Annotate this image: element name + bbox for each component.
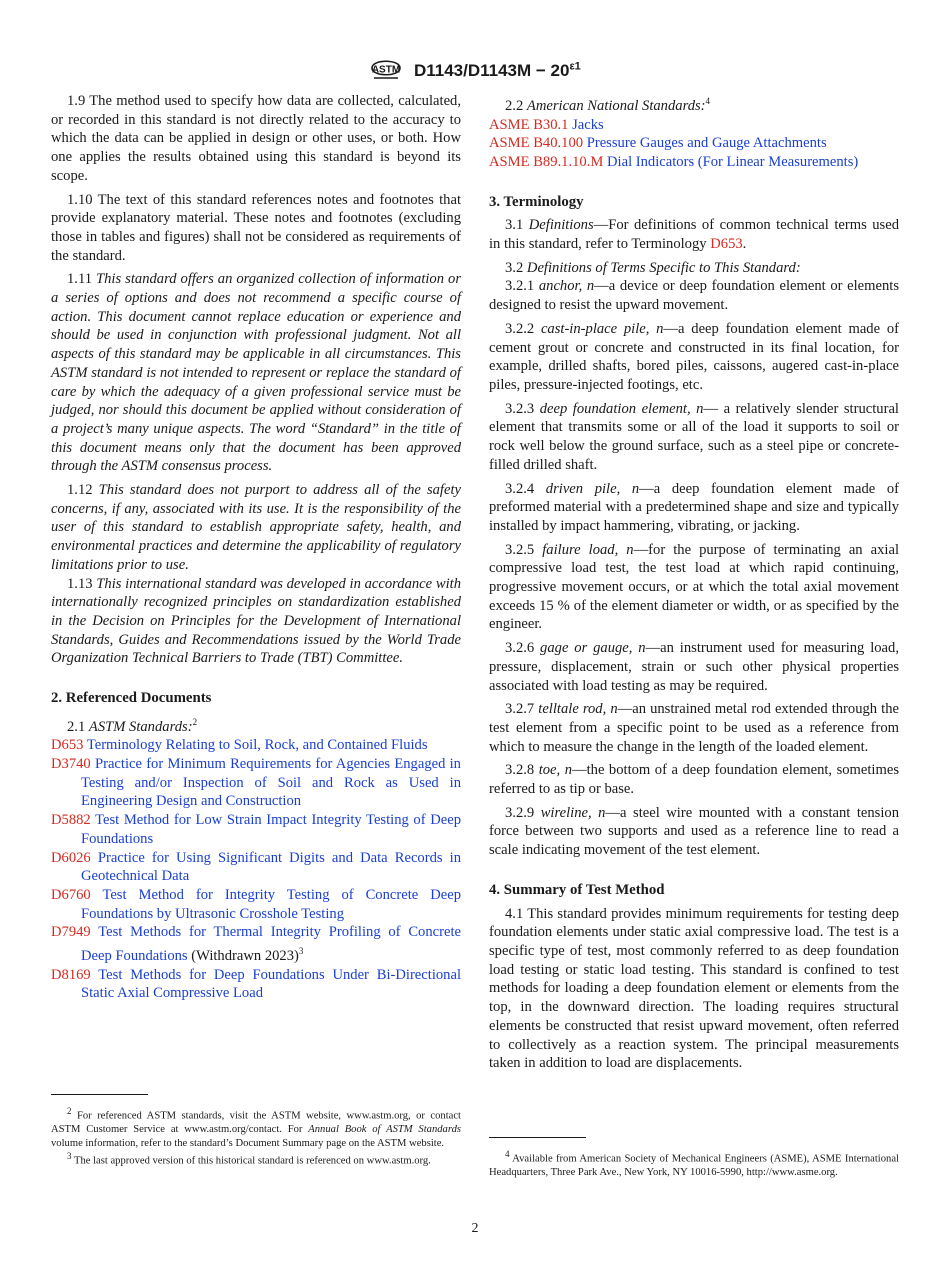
para-3-2: 3.2 Definitions of Terms Specific to This Standard: [505, 259, 801, 276]
ref-item[interactable] [51, 886, 461, 923]
asme-ref-item[interactable]: ASME B40.100 Pressure Gauges and Gauge Attachments [489, 135, 827, 152]
footnote-3: $^3$ The last approved version of this historical standard is referenced on www.astm.org. [67, 1151, 431, 1167]
section-4-heading: 4. Summary of Test Method [489, 881, 665, 898]
term-definition: 3.2.4 driven pile, n—a deep foundation element made of preformed material with a predetermined shape and size and typically installed by impact hammering, vibrating, or jacking. [489, 480, 899, 534]
ref-title: Practice for Minimum Requirements for Agencies Engaged in Testing and/or Inspection of Soil and Rock as Used in Engineering Design and Construction [81, 756, 461, 810]
ref-title: Practice for Using Significant Digits and Data Records in Geotechnical Data [81, 849, 462, 885]
para-2-2: 2.2 American National Standards:$^4$ [505, 96, 711, 114]
ref-code: D7949 [51, 924, 91, 941]
ref-title: Test Methods for Thermal Integrity Profiling of Concrete Deep Foundations [81, 924, 461, 964]
ref-code: D8169 [51, 966, 91, 983]
footnotes-left [51, 1094, 461, 1168]
term-definition: 3.2.7 telltale rod, n—an unstrained metal rod extended through the test element from a specific point to be used as a reference from which to measure the change in the length of the loaded element. [489, 701, 899, 755]
ref-item[interactable] [51, 849, 461, 886]
para-1-9: 1.9 The method used to specify how data are collected, calculated, or recorded in this standard is not directly related to the accuracy to which the data can be applied in design or other uses, or both. How one applies the results obtained using this standard is beyond its scope. [51, 93, 461, 184]
para-1-13: 1.13 This international standard was developed in accordance with internationally recognized principles on standardization established in the Decision on Principles for the Development of International Standards, Guides and Recommendations issued by the World Trade Organization Technical Barriers to Trade (TBT) Committee. [51, 575, 461, 667]
ref-item[interactable] [51, 736, 461, 755]
ref-item[interactable] [51, 755, 461, 811]
ref-item[interactable] [51, 811, 461, 848]
para-3-1: 3.1 Definitions—For definitions of common technical terms used in this standard, refer to Terminology D653. [489, 217, 900, 253]
footnote-divider [51, 1094, 148, 1095]
right-column [489, 92, 899, 1073]
standard-designation [414, 61, 581, 80]
designation-text: D1143/D1143M − 20 [413, 60, 570, 80]
term-definition: 3.2.6 gage or gauge, n—an instrument used for measuring load, pressure, displacement, strain or such other physical properties associated with load testing as may be required. [489, 640, 899, 694]
footnote-divider [489, 1137, 586, 1138]
footnote-2: $^2$ For referenced ASTM standards, visit the ASTM website, www.astm.org, or contact ASTM Customer Service at www.astm.org/contact. For Annual Book of ASTM Standards volume information, refer to the standard’s Document Summary page on the ASTM website. [51, 1106, 461, 1149]
section-3-heading: 3. Terminology [489, 193, 584, 210]
para-1-11: 1.11 This standard offers an organized collection of information or a series of options and does not recommend a specific course of action. This document cannot replace education or experience and should be used in conjunction with professional judgment. Not all aspects of this standard may be applicable in all circumstances. This ASTM standard is not intended to represent or replace the standard of care by which the adequacy of a given professional service must be judged, nor should this document be applied without consideration of a project’s many unique aspects. The word “Standard” in the title of this document means only that the document has been approved through the ASTM consensus process. [51, 271, 461, 475]
ref-item[interactable]: D7949 Test Methods for Thermal Integrity Profiling of Concrete Deep Foundations (Withdrawn 2023)$^3$ [51, 924, 461, 964]
ref-title: Test Methods for Deep Foundations Under Bi-Directional Static Axial Compressive Load [81, 966, 461, 1002]
edition-superscript: ε1 [569, 60, 581, 73]
ref-code: D5882 [51, 812, 91, 829]
section-2-heading: 2. Referenced Documents [51, 690, 212, 707]
footnotes-right [489, 1137, 899, 1180]
term-definition: 3.2.2 cast-in-place pile, n—a deep foundation element made of cement grout or concrete and constructed in its final location, for example, drilled shafts, bored piles, caissons, augered cast-in-place piles, pressure-injected footings, etc. [489, 320, 899, 393]
asme-ref-item[interactable]: ASME B89.1.10.M Dial Indicators (For Linear Measurements) [489, 153, 859, 170]
astm-logo-text: ASTM [372, 64, 401, 76]
term-definition: 3.2.8 toe, n—the bottom of a deep foundation element, sometimes referred to as tip or base. [489, 762, 899, 798]
ref-item[interactable] [51, 966, 461, 1003]
page-number: 2 [471, 1221, 479, 1236]
term-definition: 3.2.3 deep foundation element, n— a relatively slender structural element that transmits some or all of the load it supports to soil or rock well below the ground surface, such as a steel pipe or concrete-filled drilled shaft. [489, 400, 899, 473]
para-2-1: 2.1 ASTM Standards:$^2$ [67, 716, 198, 735]
term-definition: 3.2.1 anchor, n—a device or deep foundation element or elements designed to resist the upward movement. [489, 278, 899, 314]
left-column [51, 92, 461, 1003]
para-1-12: 1.12 This standard does not purport to address all of the safety concerns, if any, associated with its use. It is the responsibility of the user of this standard to establish appropriate safety, health, and environmental practices and determine the applicability of regulatory limitations prior to use. [51, 482, 461, 573]
d653-link[interactable]: D653 [710, 236, 743, 253]
term-definition: 3.2.5 failure load, n—for the purpose of terminating an axial compressive load test, the test load at which rapid continuing, progressive movement occurs, or at which the total axial movement exceeds 15 % of the element diameter or width, or as specified by the engineer. [489, 541, 900, 633]
ref-code: D6760 [51, 886, 91, 903]
para-4-1: 4.1 This standard provides minimum requirements for testing deep foundation elements under static axial compressive load. The test is a specific type of test, most commonly referred to as deep foundation load testing or static load testing. This standard is confined to test methods for loading a deep foundation element or elements from the top, in the downward direction. The loading requires structural elements be constructed that resist upward movement, often referred to collectively as a reaction system. The principal measurements taken in addition to load are displacements. [489, 905, 899, 1072]
astm-logo-icon [369, 54, 403, 87]
asme-ref-item[interactable]: ASME B30.1 Jacks [489, 116, 604, 133]
ref-title: Test Method for Integrity Testing of Concrete Deep Foundations by Ultrasonic Crosshole Testing [81, 886, 461, 922]
footnote-4: $^4$ Available from American Society of Mechanical Engineers (ASME), ASME International Headquarters, Three Park Ave., New York, NY 10016-5990, http://www.asme.org. [489, 1149, 899, 1179]
ref-code: D6026 [51, 849, 91, 866]
term-definition: 3.2.9 wireline, n—a steel wire mounted with a constant tension force between two supports and used as a reference line to read a scale indicating movement of the test element. [489, 804, 900, 859]
withdrawn-note: (Withdrawn 2023) [191, 947, 299, 964]
ref-code: D653 [51, 737, 84, 754]
ref-title: Test Method for Low Strain Impact Integrity Testing of Deep Foundations [81, 812, 461, 847]
page-header [0, 54, 950, 87]
ref-title: Terminology Relating to Soil, Rock, and Contained Fluids [86, 737, 428, 754]
para-1-10: 1.10 The text of this standard references notes and footnotes that provide explanatory material. These notes and footnotes (excluding those in tables and figures) shall not be considered as requirements of the standard. [51, 191, 461, 264]
ref-code: D3740 [51, 756, 91, 773]
